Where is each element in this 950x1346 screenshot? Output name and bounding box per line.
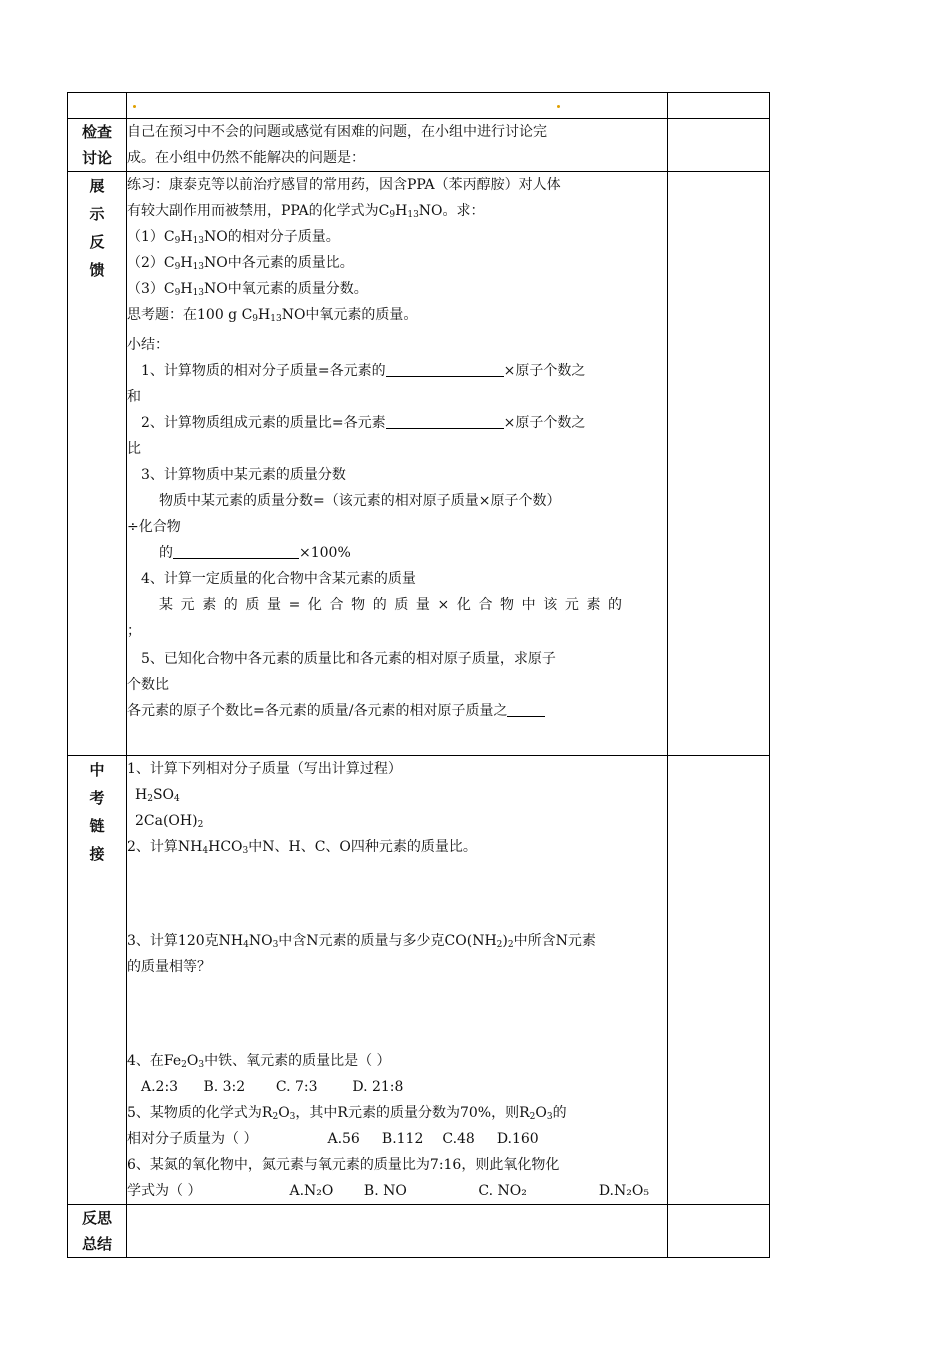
exercise-line-1: 练习：康泰克等以前治疗感冒的常用药，因含PPA（苯丙醇胺）对人体	[127, 177, 561, 193]
reflect-content[interactable]	[127, 1205, 668, 1258]
summary-5-line-3: 各元素的原子个数比=各元素的质量/各元素的相对原子质量之	[127, 698, 667, 724]
exam-content	[127, 756, 668, 1205]
summary-2: 2、计算物质组成元素的质量比=各元素 ×原子个数之	[127, 410, 667, 436]
question-1: $(1)C_9H_{13}NO$的相对分子质量。	[127, 229, 340, 246]
blank-line[interactable]	[386, 411, 504, 429]
problem-4-options	[127, 1074, 667, 1100]
top-content-cell	[127, 93, 668, 119]
option-b[interactable]: B. 3:2	[203, 1079, 246, 1095]
option-d[interactable]: D.160	[496, 1131, 539, 1147]
study-sheet-table	[67, 92, 770, 1258]
summary-5-line-1: 5、已知化合物中各元素的质量比和各元素的相对原子质量，求原子	[141, 651, 556, 667]
problem-3: 3、计算120克$NH_4NO_3$中含N元素的质量与多少克$CO(NH_2)_2$中所含N元素	[127, 933, 596, 950]
problem-4: 4、在$Fe_2O_3$中铁、氧元素的质量比是（ ）	[127, 1053, 391, 1070]
exercise-line-2: 有较大副作用而被禁用，PPA的化学式为$C_9H_{13}NO$。求：	[127, 203, 485, 220]
exam-label: 中 考 链 接	[68, 756, 127, 1205]
summary-3-line-2: ÷化合物	[127, 519, 181, 535]
option-c[interactable]: C. NO₂	[478, 1183, 527, 1199]
option-a[interactable]: A.N₂O	[289, 1183, 334, 1199]
discuss-content: 自己在预习中不会的问题或感觉有困难的问题，在小组中进行讨论完 成。在小组中仍然不能解决的问题是：	[127, 119, 668, 172]
question-2: $(2)C_9H_{13}NO$中各元素的质量比。	[127, 255, 354, 272]
option-a[interactable]: A.2:3	[141, 1079, 179, 1095]
problem-2: 2、计算$NH_4HCO_3$中N、H、C、O四种元素的质量比。	[127, 839, 477, 856]
option-d[interactable]: D. 21:8	[352, 1079, 404, 1095]
top-label-cell	[68, 93, 127, 119]
blank-line[interactable]	[386, 359, 504, 377]
blank-line[interactable]	[507, 699, 545, 717]
problem-6-line-2: 学式为（ ） A.N₂O B. NO C. NO₂ D.N₂O₅	[127, 1178, 667, 1204]
problem-5: 5、某物质的化学式为$R_2O_3$，其中R元素的质量分数为70%，则$R_2O_3$的	[127, 1105, 567, 1122]
feedback-content: 练习：康泰克等以前治疗感冒的常用药，因含PPA（苯丙醇胺）对人体 有较大副作用而被禁用，PPA的化学式为$C_9H_{13}NO$。求： $(1)C_9H_{13}NO$的相对分子质量。 $(2)C_9H_{13}NO$中各元素的质量比。 $(3)C_9H_{13}NO$中氧元素的质量分数。 思考题：在100 g $C_9H_{13}NO$中氧元素的质量。 小结： 1、计算物质的相对分子质量=各元素的 ×原子个数之 和 2、计算物质组成元素的质量比=各元素 ×原子个数之 比 3、计算物质中某元素的质量分数 物质中某元素的质量分数=（该元素的相对原子质量×原子个数） ÷化合物 的 ×100% 4、计算一定质量的化合物中含某元素的质量 某元素的质量=化合物的质量×化合物中该元素的 ； 5、已知化合物中各元素的质量比和各元素的相对原子质量，求原子 个数比 各元素的原子个数比=各元素的质量/各元素的相对原子质量之	[127, 172, 668, 756]
option-a[interactable]: A.56	[327, 1131, 360, 1147]
problem-6: 6、某氮的氧化物中，氮元素与氧元素的质量比为7:16，则此氧化物化	[127, 1157, 560, 1173]
feedback-label: 展 示 反 馈	[68, 172, 127, 756]
summary-title: 小结：	[127, 337, 169, 353]
top-row	[68, 93, 770, 119]
option-b[interactable]: B.112	[381, 1131, 424, 1147]
problem-1-title: 1、计算下列相对分子质量（写出计算过程）	[127, 761, 402, 777]
feedback-row	[68, 172, 770, 756]
feedback-side	[668, 172, 770, 756]
blank-line[interactable]	[173, 541, 299, 559]
problem-5-line-2: 相对分子质量为（ ） A.56 B.112 C.48 D.160	[127, 1126, 667, 1152]
summary-4-title: 4、计算一定质量的化合物中含某元素的质量	[141, 571, 416, 587]
discuss-side	[668, 119, 770, 172]
summary-5-line-2: 个数比	[127, 677, 169, 693]
problem-1a: $H_2SO_4$	[135, 787, 180, 804]
summary-3-line-1: 物质中某元素的质量分数=（该元素的相对原子质量×原子个数）	[159, 493, 561, 509]
reflect-row	[68, 1205, 770, 1258]
problem-3-line-2: 的质量相等？	[127, 959, 211, 975]
summary-3-line-3: 的 ×100%	[127, 540, 667, 566]
option-c[interactable]: C. 7:3	[275, 1079, 318, 1095]
top-side-cell	[668, 93, 770, 119]
problem-1b: $2Ca(OH)_2$	[135, 813, 204, 830]
exam-row	[68, 756, 770, 1205]
discuss-label: 检查 讨论	[68, 119, 127, 172]
summary-4-line-2: ；	[127, 623, 141, 639]
summary-3-title: 3、计算物质中某元素的质量分数	[141, 467, 346, 483]
reflect-label: 反思 总结	[68, 1205, 127, 1258]
option-b[interactable]: B. NO	[363, 1183, 407, 1199]
option-d[interactable]: D.N₂O₅	[598, 1183, 649, 1199]
summary-4-line-1: 某元素的质量=化合物的质量×化合物中该元素的	[159, 597, 630, 613]
question-3: $(3)C_9H_{13}NO$中氧元素的质量分数。	[127, 281, 368, 298]
summary-1: 1、计算物质的相对分子质量=各元素的 ×原子个数之	[127, 358, 667, 384]
discuss-row	[68, 119, 770, 172]
option-c[interactable]: C.48	[442, 1131, 475, 1147]
think-question: 思考题：在100 g $C_9H_{13}NO$中氧元素的质量。	[127, 307, 418, 324]
reflect-side	[668, 1205, 770, 1258]
exam-side	[668, 756, 770, 1205]
